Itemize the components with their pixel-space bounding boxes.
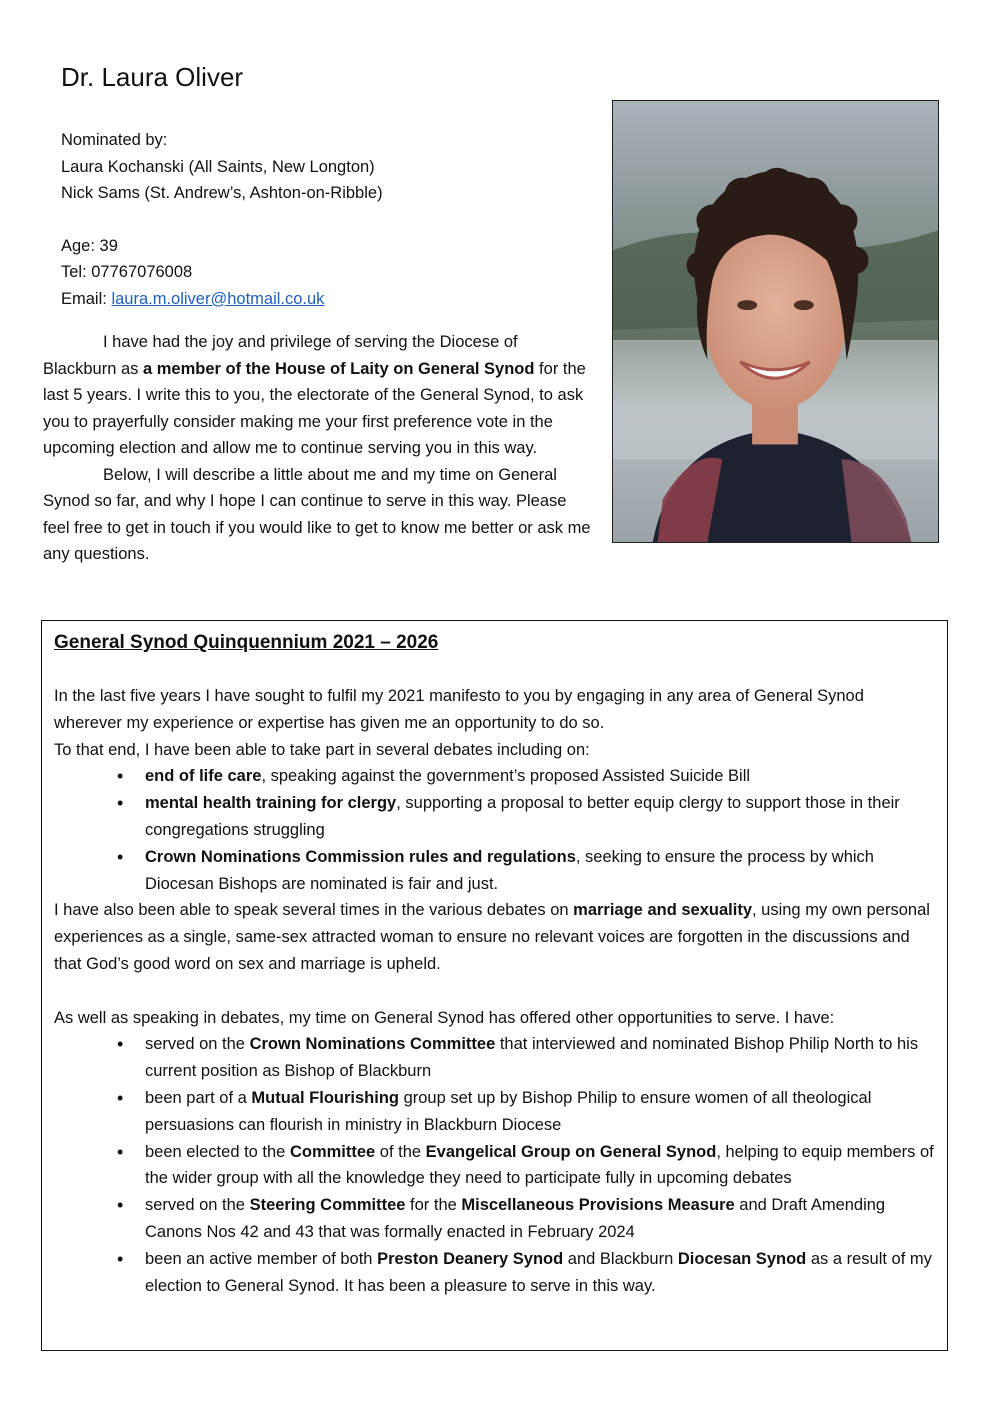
portrait-photo — [612, 100, 939, 543]
nominated-by-label: Nominated by: — [61, 131, 168, 149]
candidate-info — [61, 127, 581, 312]
box-paragraph-1: In the last five years I have sought to fulfil my 2021 manifesto to you by engaging in any area of General Synod wherever my experience or expertise has given me an opportunity to do so. — [54, 687, 864, 732]
list-item: • served on the Steering Committee for the Miscellaneous Provisions Measure and Draft Amending Canons Nos 42 and 43 that was formally enacted in February 2024 — [145, 1192, 934, 1246]
telephone: Tel: 07767076008 — [61, 263, 193, 281]
quinquennium-box — [41, 620, 948, 1351]
portrait-photo-icon — [613, 101, 938, 542]
list-item: • Crown Nominations Commission rules and regulations, seeking to ensure the process by which Diocesan Bishops are nominated is fair and just. — [145, 844, 934, 898]
box-paragraph-4: As well as speaking in debates, my time on General Synod has offered other opportunities to serve. I have: — [54, 1008, 835, 1027]
list-item: • been part of a Mutual Flourishing group set up by Bishop Philip to ensure women of all theological persuasions can flourish in ministry in Blackburn Diocese — [145, 1085, 934, 1139]
service-list — [54, 1031, 934, 1299]
email-row — [61, 286, 581, 313]
list-item: • served on the Crown Nominations Committee that interviewed and nominated Bishop Philip North to his current position as Bishop of Blackburn — [145, 1031, 934, 1085]
email-link[interactable]: laura.m.oliver@hotmail.co.uk — [111, 289, 325, 308]
list-item: • end of life care, speaking against the government’s proposed Assisted Suicide Bill — [145, 763, 934, 790]
list-item: • been elected to the Committee of the Evangelical Group on General Synod, helping to equip members of the wider group with all the knowledge they need to participate fully in upcoming debates — [145, 1139, 934, 1193]
intro-paragraph-1: I have had the joy and privilege of serving the Diocese of Blackburn as a member of the House of Laity on General Synod for the last 5 years. I write this to you, the electorate of the General Synod, to ask you to prayerfully consider making me your first preference vote in the upcoming election and allow me to continue serving you in this way. — [43, 333, 586, 457]
intro-text — [43, 329, 591, 568]
intro-paragraph-2: Below, I will describe a little about me and my time on General Synod so far, and why I hope I can continue to serve in this way. Please feel free to get in touch if you would like to get to know me better or ask me any questions. — [43, 465, 591, 563]
debates-list — [54, 763, 934, 897]
nominator-2: Nick Sams (St. Andrew’s, Ashton-on-Ribble) — [61, 184, 383, 202]
list-item: • mental health training for clergy, supporting a proposal to better equip clergy to support those in their congregations struggling — [145, 790, 934, 844]
email-label: Email: — [61, 289, 112, 308]
age: Age: 39 — [61, 236, 118, 255]
nominator-1: Laura Kochanski (All Saints, New Longton) — [61, 157, 375, 176]
box-title: General Synod Quinquennium 2021 – 2026 — [54, 632, 439, 653]
list-item: • been an active member of both Preston Deanery Synod and Blackburn Diocesan Synod as a result of my election to General Synod. It has been a pleasure to serve in this way. — [145, 1246, 934, 1300]
box-paragraph-2: To that end, I have been able to take part in several debates including on: — [54, 740, 590, 759]
candidate-name: Dr. Laura Oliver — [61, 62, 244, 92]
box-paragraph-3: I have also been able to speak several times in the various debates on marriage and sexuality, using my own personal experiences as a single, same-sex attracted woman to ensure no relevant voices are forgotten in the discussions and that God’s good word on sex and marriage is upheld. — [54, 901, 930, 973]
